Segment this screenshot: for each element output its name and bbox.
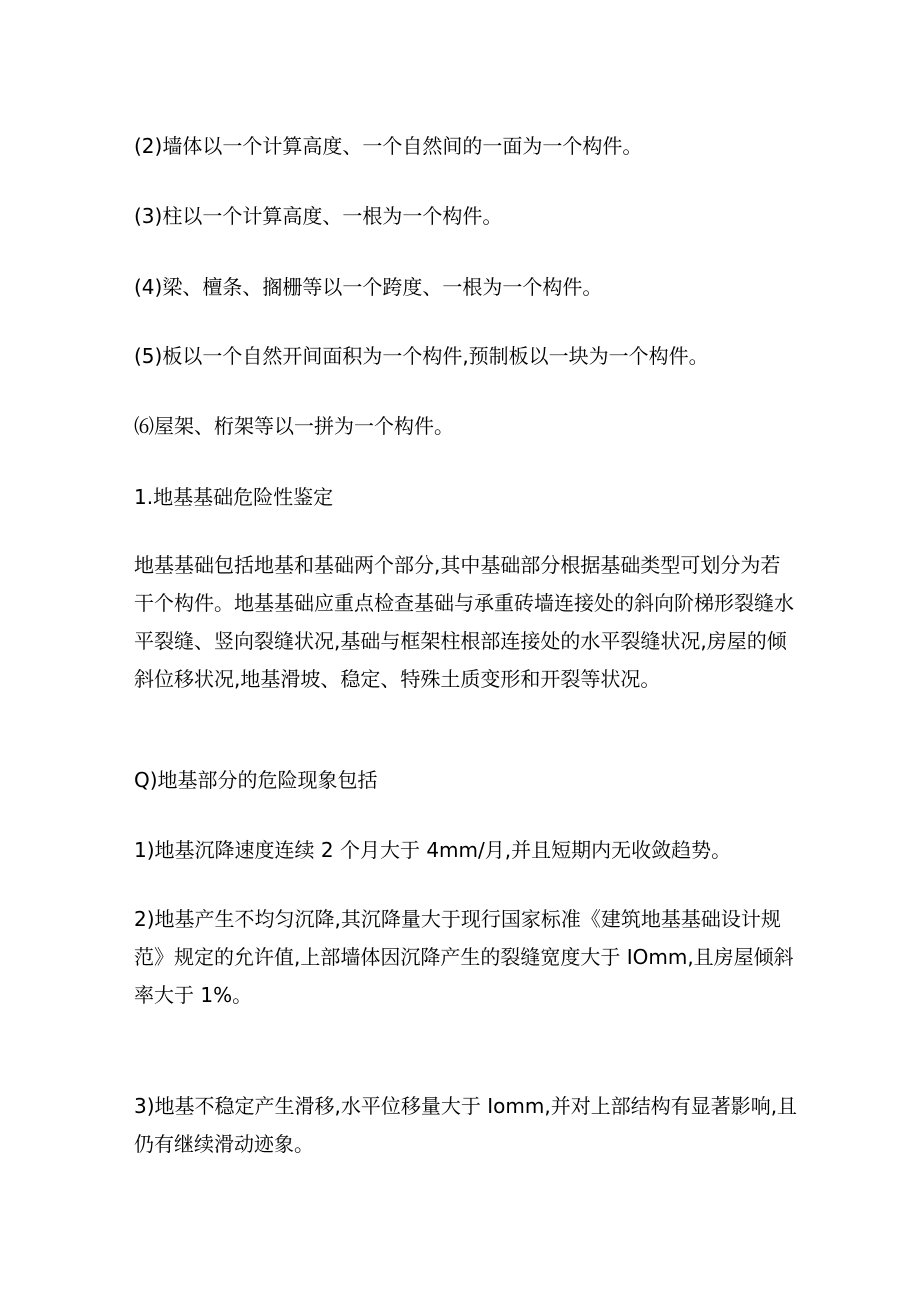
list-item: ⑹屋架、桁架等以一拼为一个构件。 — [134, 414, 454, 438]
paragraph-line: 地基基础包括地基和基础两个部分,其中基础部分根据基础类型可划分为若 — [134, 553, 781, 577]
list-item: (4)梁、檀条、搁栅等以一个跨度、一根为一个构件。 — [134, 275, 603, 299]
list-item: (3)柱以一个计算高度、一根为一个构件。 — [134, 204, 503, 228]
paragraph-line: 率大于 1%。 — [134, 983, 253, 1007]
paragraph-line: 3)地基不稳定产生滑移,水平位移量大于 Iomm,并对上部结构有显著影响,且 — [134, 1094, 798, 1118]
point-1: 1)地基沉降速度连续 2 个月大于 4mm/月,并且短期内无收敛趋势。 — [134, 838, 732, 862]
sub-heading: Q)地基部分的危险现象包括 — [134, 768, 378, 792]
list-item: (2)墙体以一个计算高度、一个自然间的一面为一个构件。 — [134, 134, 643, 158]
paragraph-line: 仍有继续滑动迹象。 — [134, 1132, 314, 1156]
section-title: 1.地基基础危险性鉴定 — [134, 485, 334, 509]
point-2 — [134, 900, 794, 1014]
list-item: (5)板以一个自然开间面积为一个构件,预制板以一块为一个构件。 — [134, 344, 709, 368]
paragraph-line: 范》规定的允许值,上部墙体因沉降产生的裂缝宽度大于 IOmm,且房屋倾斜 — [134, 945, 794, 969]
point-3 — [134, 1087, 798, 1163]
paragraph-line: 平裂缝、竖向裂缝状况,基础与框架柱根部连接处的水平裂缝状况,房屋的倾 — [134, 629, 787, 653]
paragraph-line: 2)地基产生不均匀沉降,其沉降量大于现行国家标准《建筑地基基础设计规 — [134, 907, 781, 931]
paragraph-line: 干个构件。地基基础应重点检查基础与承重砖墙连接处的斜向阶梯形裂缝水 — [134, 591, 794, 615]
intro-paragraph — [134, 546, 794, 698]
paragraph-line: 斜位移状况,地基滑坡、稳定、特殊土质变形和开裂等状况。 — [134, 667, 661, 691]
